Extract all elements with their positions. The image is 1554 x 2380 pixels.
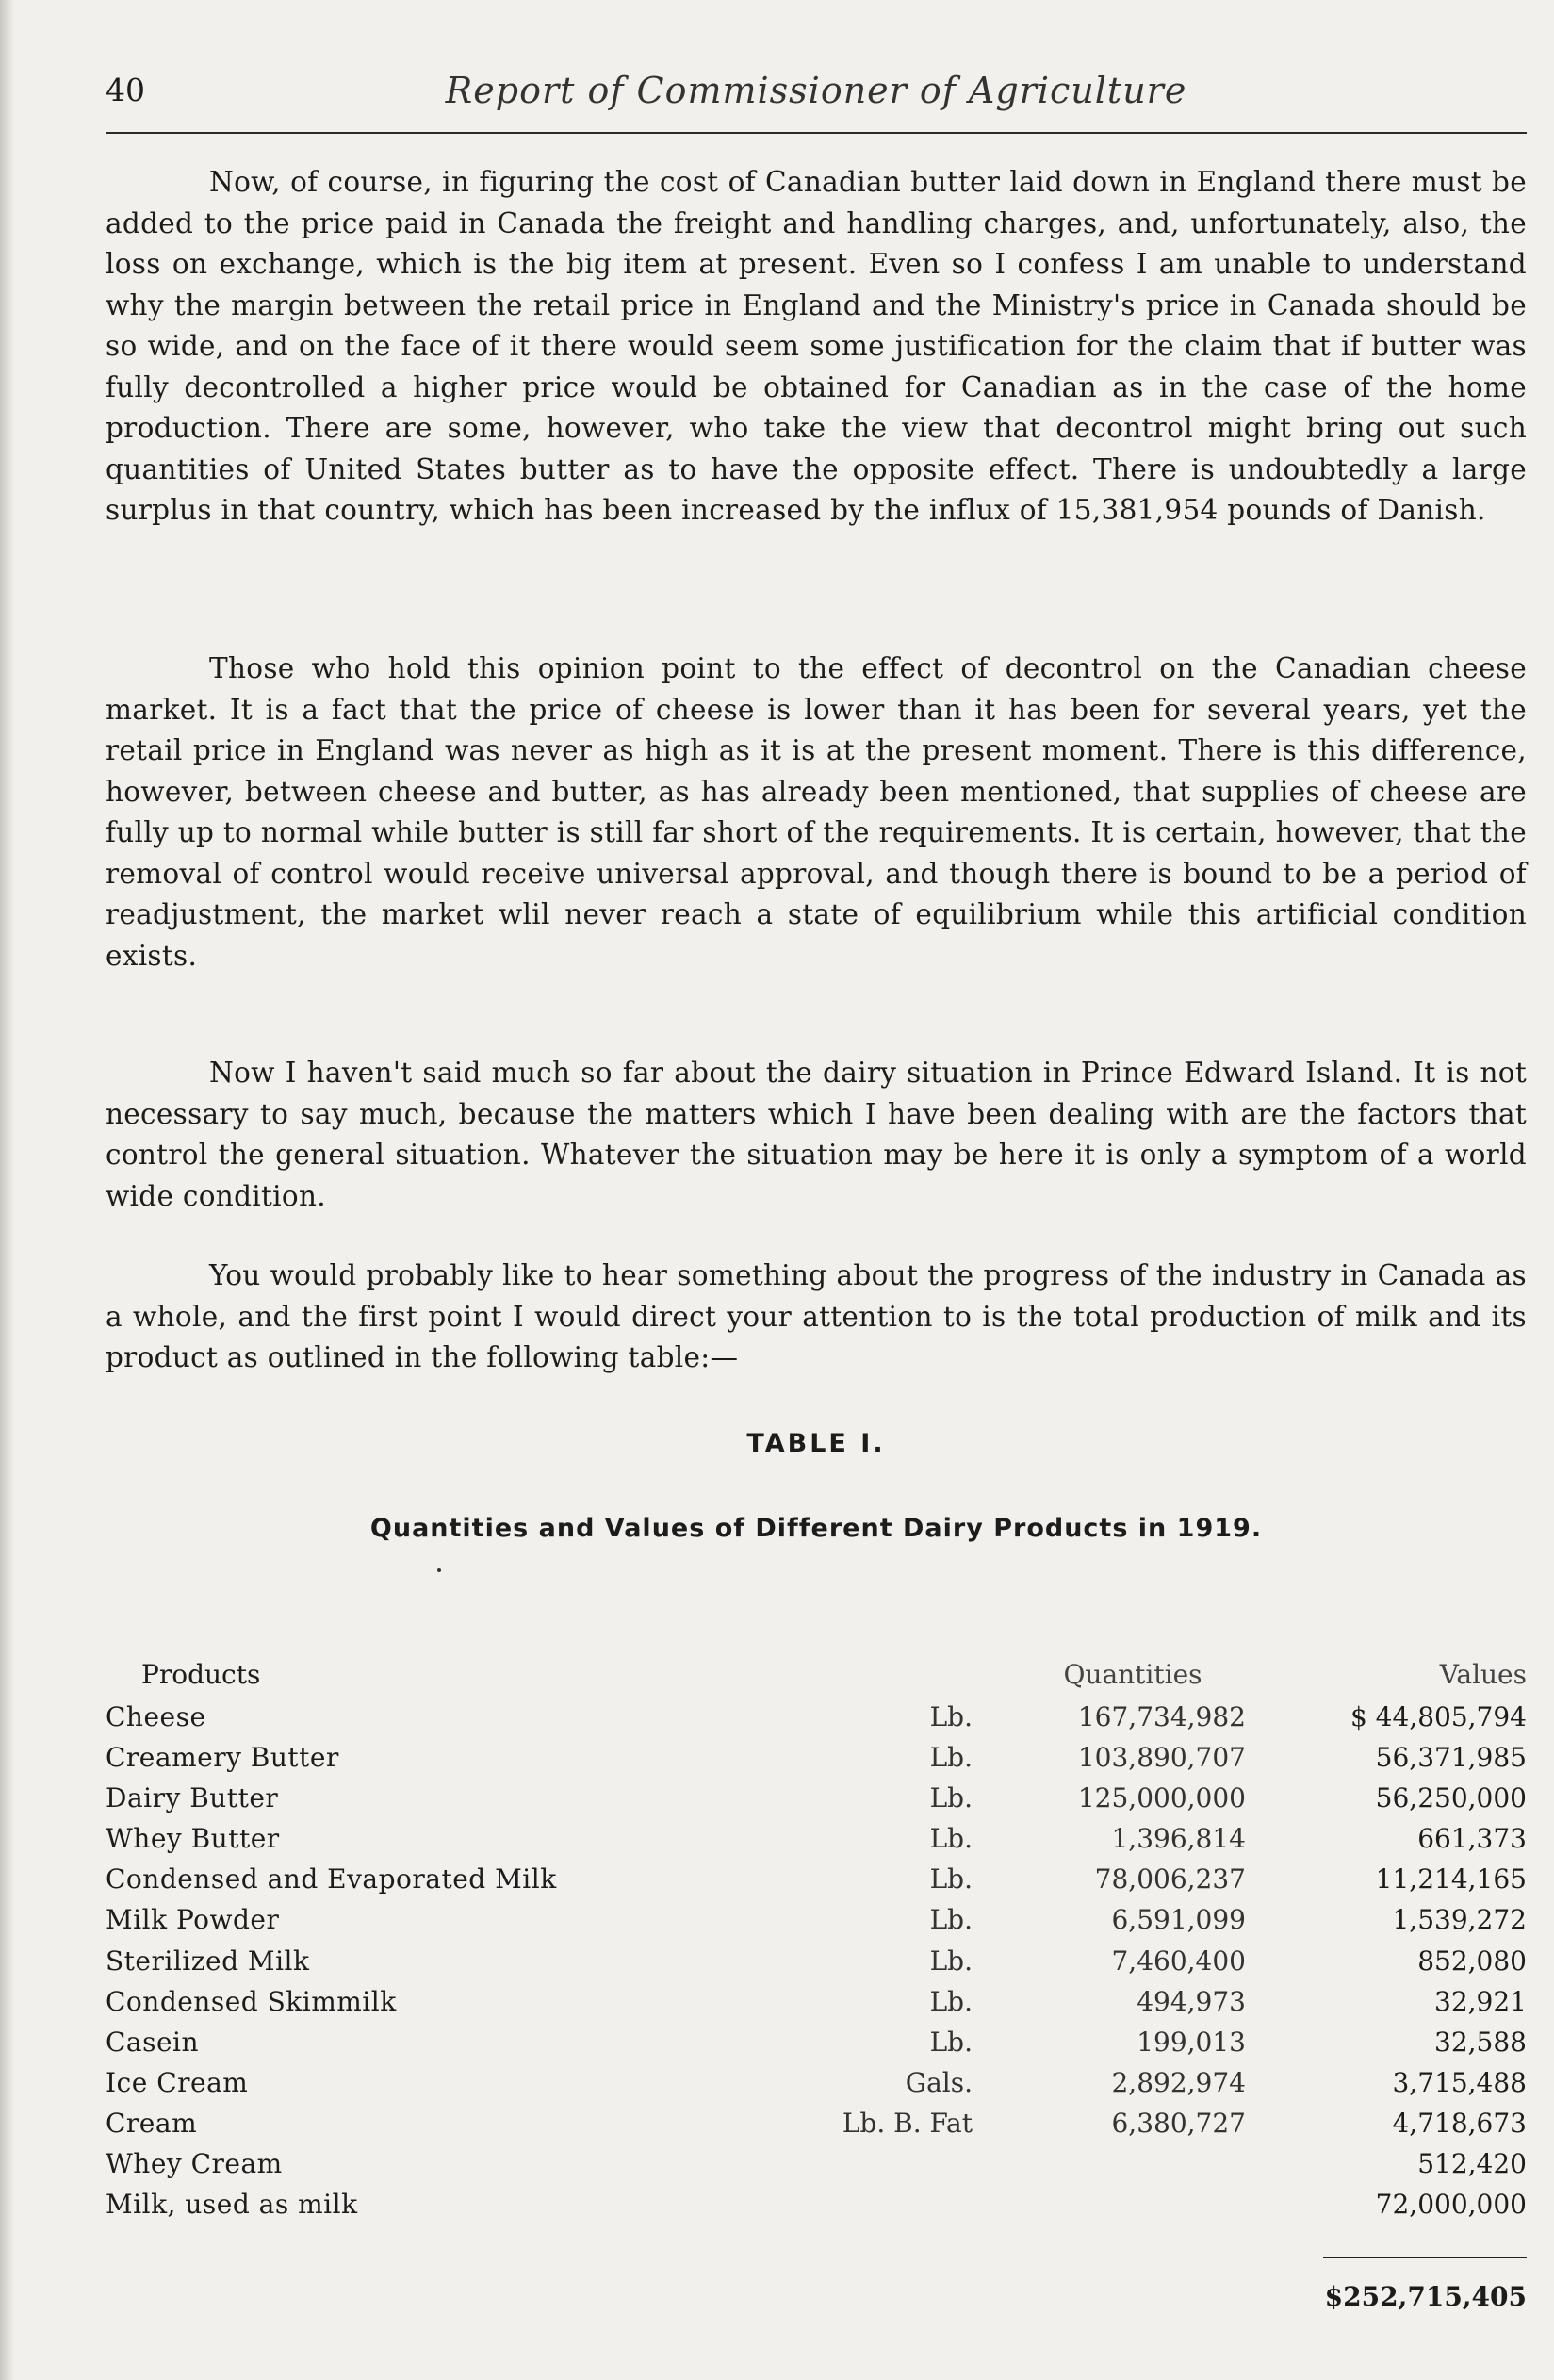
quantity-cell: 1,396,814 bbox=[1111, 1823, 1246, 1855]
running-title: Report of Commissioner of Agriculture bbox=[445, 70, 1187, 111]
table-row bbox=[106, 1701, 1527, 1742]
unit-cell: Lb. bbox=[929, 1985, 973, 2017]
product-cell: Cream bbox=[106, 2107, 198, 2139]
product-cell: Dairy Butter bbox=[106, 1782, 279, 1814]
unit-cell: Lb. bbox=[929, 1701, 973, 1732]
paragraph-4-text: You would probably like to hear something about the progress of the industry in Canada as a whole, and the first point I would direct your attention to is the total production of milk and its product as outlined in the following table:— bbox=[106, 1259, 1527, 1373]
paragraph-3 bbox=[106, 1053, 1527, 1217]
quantity-cell: 199,013 bbox=[1137, 2026, 1246, 2058]
unit-cell: Gals. bbox=[905, 2066, 973, 2098]
quantity-cell: 7,460,400 bbox=[1111, 1945, 1246, 1977]
table-row bbox=[106, 1945, 1527, 1986]
table-row bbox=[106, 1986, 1527, 2027]
quantity-cell: 78,006,237 bbox=[1094, 1863, 1246, 1896]
value-cell: 1,539,272 bbox=[1392, 1904, 1527, 1936]
table-row bbox=[106, 1742, 1527, 1782]
quantity-cell: 2,892,974 bbox=[1111, 2066, 1246, 2098]
table-row bbox=[106, 1823, 1527, 1863]
value-cell: 3,715,488 bbox=[1392, 2066, 1527, 2098]
total-rule bbox=[1323, 2257, 1527, 2258]
value-cell: 661,373 bbox=[1417, 1823, 1527, 1855]
product-cell: Condensed Skimmilk bbox=[106, 1985, 397, 2017]
product-cell: Casein bbox=[106, 2026, 200, 2058]
table-row bbox=[106, 2027, 1527, 2067]
quantity-cell: 125,000,000 bbox=[1077, 1782, 1246, 1814]
value-cell: 32,588 bbox=[1434, 2026, 1527, 2058]
product-cell: Whey Butter bbox=[106, 1823, 280, 1855]
page-header bbox=[106, 66, 1527, 134]
value-cell: 56,250,000 bbox=[1375, 1782, 1527, 1814]
unit-cell: Lb. bbox=[929, 1863, 973, 1896]
quantity-cell: 494,973 bbox=[1137, 1985, 1246, 2017]
product-cell: Ice Cream bbox=[106, 2066, 249, 2098]
unit-cell: Lb. bbox=[929, 1904, 973, 1936]
unit-cell: Lb. bbox=[929, 1823, 973, 1855]
page-number: 40 bbox=[106, 72, 145, 108]
unit-cell: Lb. B. Fat bbox=[842, 2107, 973, 2139]
value-cell: 852,080 bbox=[1417, 1945, 1527, 1977]
paragraph-4 bbox=[106, 1256, 1527, 1379]
product-cell: Sterilized Milk bbox=[106, 1945, 310, 1977]
product-cell: Whey Cream bbox=[106, 2148, 283, 2180]
paragraph-2-text: Those who hold this opinion point to the effect of decontrol on the Canadian cheese market. It is a fact that the price of cheese is lower than it has been for several years, yet the retail price in England was never as high as it is at the present moment. There is this difference, however, between cheese and butter, as has already been mentioned, that supplies of cheese are fully up to normal while butter is still far short of the requirements. It is certain, however, that the removal of control would receive universal approval, and though there is bound to be a period of readjustment, the market wlil never reach a state of equilibrium while this artificial condition exists. bbox=[106, 652, 1527, 972]
header-products: Products bbox=[141, 1659, 261, 1690]
product-cell: Cheese bbox=[106, 1701, 206, 1732]
product-cell: Creamery Butter bbox=[106, 1742, 339, 1774]
table-row bbox=[106, 2067, 1527, 2108]
document-page bbox=[106, 66, 1527, 2312]
value-cell: 512,420 bbox=[1417, 2148, 1527, 2180]
header-quantities: Quantities bbox=[1063, 1659, 1202, 1690]
value-cell: 4,718,673 bbox=[1392, 2107, 1527, 2139]
table-body bbox=[106, 1701, 1527, 2229]
paragraph-1-text: Now, of course, in figuring the cost of Canadian butter laid down in England there must be added to the price paid in Canada the freight and handling charges, and, unfortunately, also, the loss on exchange, which is the big item at present. Even so I confess I am unable to understand why the margin between the retail price in England and the Ministry's price in Canada should be so wide, and on the face of it there would seem some justification for the claim that if butter was fully decontrolled a higher price would be obtained for Canadian as in the case of the home production. There are some, however, who take the view that decontrol might bring out such quantities of United States butter as to have the opposite effect. There is undoubtedly a large surplus in that country, which has been increased by the influx of 15,381,954 pounds of Danish. bbox=[106, 166, 1527, 526]
paragraph-1 bbox=[106, 162, 1527, 532]
unit-cell: Lb. bbox=[929, 2026, 973, 2058]
table-row bbox=[106, 1904, 1527, 1945]
print-speck bbox=[437, 1568, 441, 1572]
table-header-row bbox=[106, 1659, 1527, 1697]
product-cell: Condensed and Evaporated Milk bbox=[106, 1863, 557, 1896]
paragraph-3-text: Now I haven't said much so far about the dairy situation in Prince Edward Island. It is not necessary to say much, because the matters which I have been dealing with are the factors that control the general situation. Whatever the situation may be here it is only a symptom of a world wide condition. bbox=[106, 1057, 1527, 1212]
table-row bbox=[106, 2189, 1527, 2229]
product-cell: Milk, used as milk bbox=[106, 2189, 358, 2221]
value-cell: 11,214,165 bbox=[1375, 1863, 1527, 1896]
table-label: TABLE I. bbox=[746, 1429, 886, 1458]
table-row bbox=[106, 1863, 1527, 1904]
unit-cell: Lb. bbox=[929, 1945, 973, 1977]
table-total: $252,715,405 bbox=[1324, 2281, 1527, 2312]
value-cell: 72,000,000 bbox=[1375, 2189, 1527, 2221]
value-cell: $ 44,805,794 bbox=[1350, 1701, 1527, 1732]
table-row bbox=[106, 2108, 1527, 2148]
table-caption: Quantities and Values of Different Dairy Products in 1919. bbox=[369, 1514, 1263, 1543]
quantity-cell: 6,380,727 bbox=[1111, 2107, 1246, 2139]
table-row bbox=[106, 2148, 1527, 2189]
header-values: Values bbox=[1439, 1659, 1527, 1690]
value-cell: 32,921 bbox=[1434, 1985, 1527, 2017]
value-cell: 56,371,985 bbox=[1375, 1742, 1527, 1774]
quantity-cell: 6,591,099 bbox=[1111, 1904, 1246, 1936]
unit-cell: Lb. bbox=[929, 1742, 973, 1774]
quantity-cell: 103,890,707 bbox=[1077, 1742, 1246, 1774]
paragraph-2 bbox=[106, 648, 1527, 977]
table-row bbox=[106, 1782, 1527, 1823]
quantity-cell: 167,734,982 bbox=[1077, 1701, 1246, 1732]
unit-cell: Lb. bbox=[929, 1782, 973, 1814]
product-cell: Milk Powder bbox=[106, 1904, 280, 1936]
scan-edge-shadow bbox=[0, 0, 13, 2380]
